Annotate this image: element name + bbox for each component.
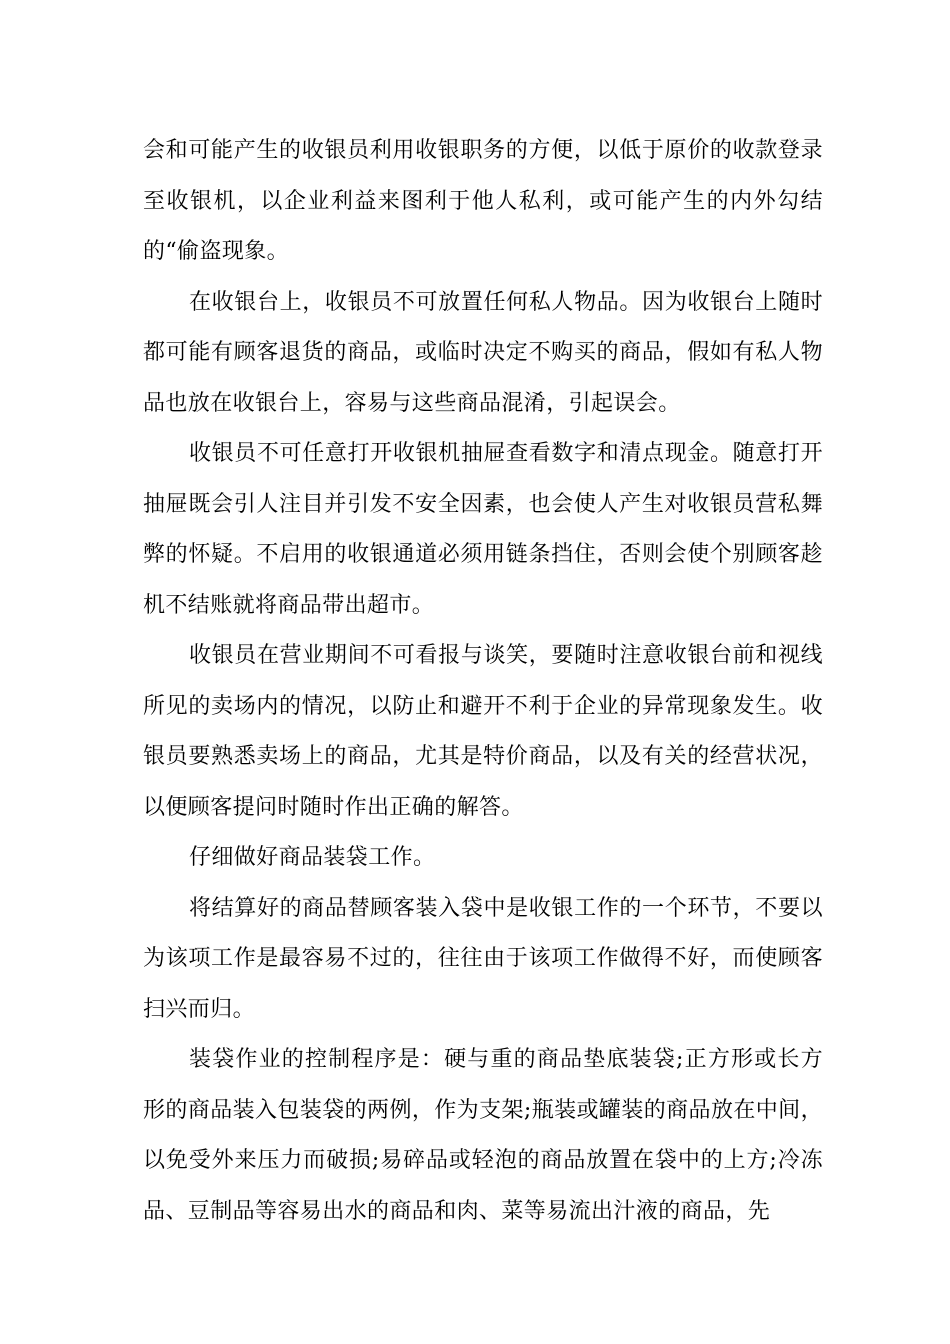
document-body (143, 126, 823, 1237)
paragraph: 装袋作业的控制程序是：硬与重的商品垫底装袋;正方形或长方形的商品装入包装袋的两例，作为支架;瓶装或罐装的商品放在中间，以免受外来压力而破损;易碎品或轻泡的商品放置在袋中的上方;冷冻品、豆制品等容易出水的商品和肉、菜等易流出汁液的商品，先 (143, 1047, 823, 1224)
paragraph-continuation: 会和可能产生的收银员利用收银职务的方便，以低于原价的收款登录至收银机，以企业利益来图利于他人私利，或可能产生的内外勾结的“偷盗现象。 (143, 138, 823, 264)
paragraph: 收银员在营业期间不可看报与谈笑，要随时注意收银台前和视线所见的卖场内的情况，以防止和避开不利于企业的异常现象发生。收银员要熟悉卖场上的商品，尤其是特价商品，以及有关的经营状况，以便顾客提问时随时作出正确的解答。 (143, 643, 823, 820)
section-heading: 仔细做好商品装袋工作。 (189, 845, 436, 870)
paragraph: 在收银台上，收银员不可放置任何私人物品。因为收银台上随时都可能有顾客退货的商品，或临时决定不购买的商品，假如有私人物品也放在收银台上，容易与这些商品混淆，引起误会。 (143, 289, 823, 416)
paragraph: 收银员不可任意打开收银机抽屉查看数字和清点现金。随意打开抽屉既会引人注目并引发不安全因素，也会使人产生对收银员营私舞弊的怀疑。不启用的收银通道必须用链条挡住，否则会使个别顾客趁机不结账就将商品带出超市。 (143, 441, 823, 618)
paragraph: 将结算好的商品替顾客装入袋中是收银工作的一个环节，不要以为该项工作是最容易不过的，往往由于该项工作做得不好，而使顾客扫兴而归。 (143, 895, 823, 1022)
